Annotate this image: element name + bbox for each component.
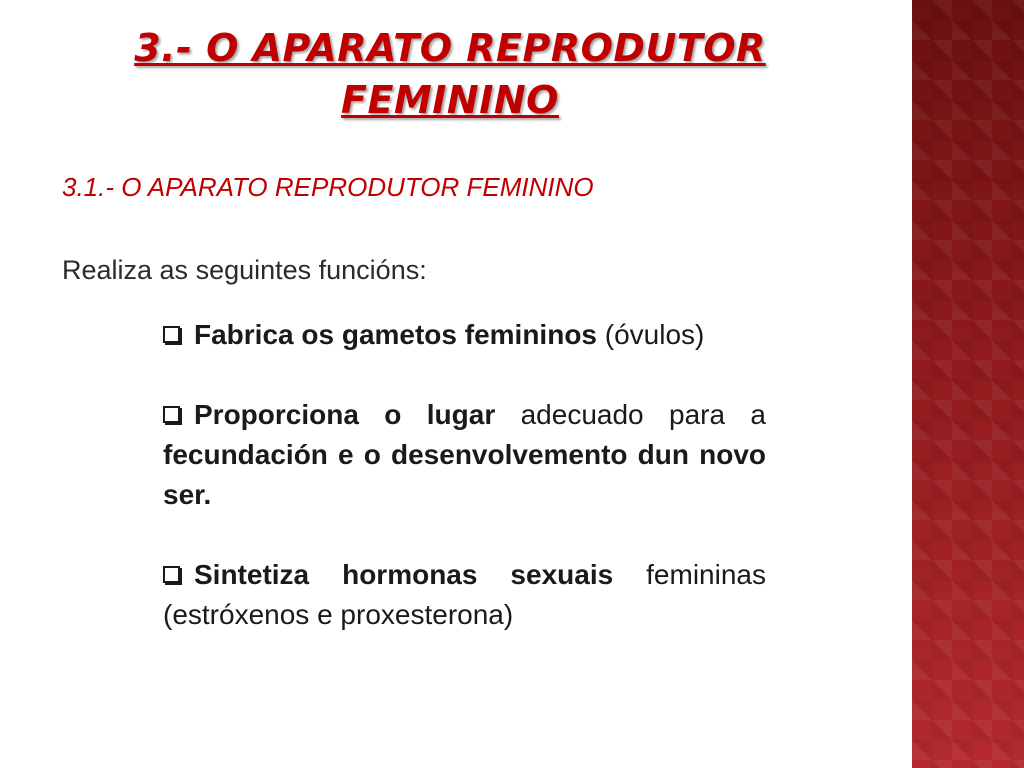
slide-title-line2: FEMININO [341, 78, 559, 122]
checkbox-icon [163, 326, 180, 343]
intro-text: Realiza as seguintes funcións: [62, 255, 427, 285]
bullet-bold-text: Proporciona o lugar [194, 399, 496, 430]
list-item [163, 555, 766, 635]
decorative-side-band [912, 0, 1024, 768]
checkbox-icon [163, 566, 180, 583]
function-list [163, 315, 766, 635]
slide-title [60, 22, 840, 126]
bullet-bold-text: Sintetiza hormonas sexuais [194, 559, 614, 590]
bullet-text: (óvulos) [597, 319, 705, 350]
list-item [163, 395, 766, 515]
bullet-bold-text: Fabrica os gametos femininos [194, 319, 597, 350]
bullet-text: adecuado para a [495, 399, 766, 430]
list-item [163, 315, 766, 355]
bullet-bold-text: fecundación e o desenvolvemento dun novo ser. [163, 439, 766, 510]
checkbox-icon [163, 406, 180, 423]
slide-title-line1: 3.- O APARATO REPRODUTOR [134, 26, 766, 70]
section-subtitle: 3.1.- O APARATO REPRODUTOR FEMININO [62, 172, 594, 202]
bullet-text: femininas (estróxenos e proxesterona) [163, 559, 766, 630]
